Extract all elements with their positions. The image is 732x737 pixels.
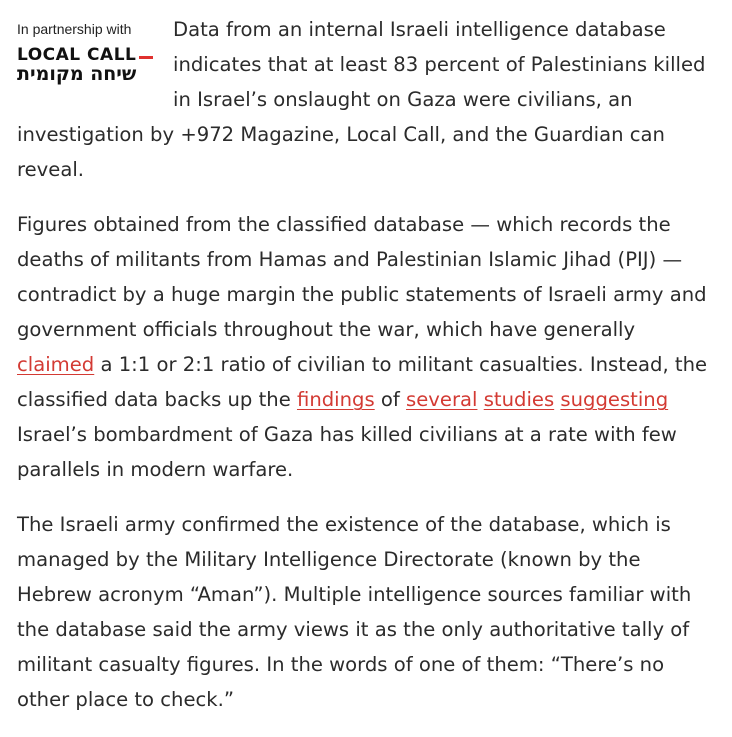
paragraph-intro — [17, 12, 717, 187]
logo-text-hebrew: שיחה מקומית — [17, 63, 137, 85]
link-claimed[interactable]: claimed — [17, 353, 95, 376]
paragraph-figures-text-2: a 1:1 or 2:1 ratio of civilian to militant casualties. Instead, the classified data backs up the — [17, 353, 708, 411]
article-body — [17, 12, 717, 737]
link-findings[interactable]: findings — [296, 388, 375, 411]
paragraph-figures — [17, 207, 717, 487]
link-suggesting[interactable]: suggesting — [560, 388, 669, 411]
link-studies[interactable]: studies — [483, 388, 555, 411]
paragraph-figures-text-6: Israel’s bombardment of Gaza has killed civilians at a rate with few parallels in modern warfare. — [17, 423, 677, 481]
link-several[interactable]: several — [406, 388, 478, 411]
logo-accent-bar — [139, 56, 153, 59]
paragraph-intro-text: Data from an internal Israeli intelligence database indicates that at least 83 percent of Palestinians killed in Israel’s onslaught on Gaza were civilians, an investigation by +972 Magazine, Local Call, and the Guardian can reveal. — [17, 18, 706, 181]
local-call-logo[interactable] — [17, 45, 157, 93]
partnership-badge[interactable] — [17, 12, 160, 96]
paragraph-database — [17, 507, 717, 717]
paragraph-database-text: The Israeli army confirmed the existence of the database, which is managed by the Military Intelligence Directorate (known by the Hebrew acronym “Aman”). Multiple intelligence sources familiar with the database said the army views it as the only authoritative tally of militant casualty figures. In the words of one of them: “There’s no other place to check.” — [17, 513, 692, 711]
partnership-label: In partnership with — [17, 21, 132, 37]
paragraph-figures-text-1: Figures obtained from the classified database — which records the deaths of militants from Hamas and Palestinian Islamic Jihad (PIJ) — contradict by a huge margin the public statements of Israeli army and government officials throughout the war, which have generally — [17, 213, 707, 341]
paragraph-figures-text-3: of — [374, 388, 407, 411]
logo-text-english: LOCAL CALL — [17, 45, 137, 65]
